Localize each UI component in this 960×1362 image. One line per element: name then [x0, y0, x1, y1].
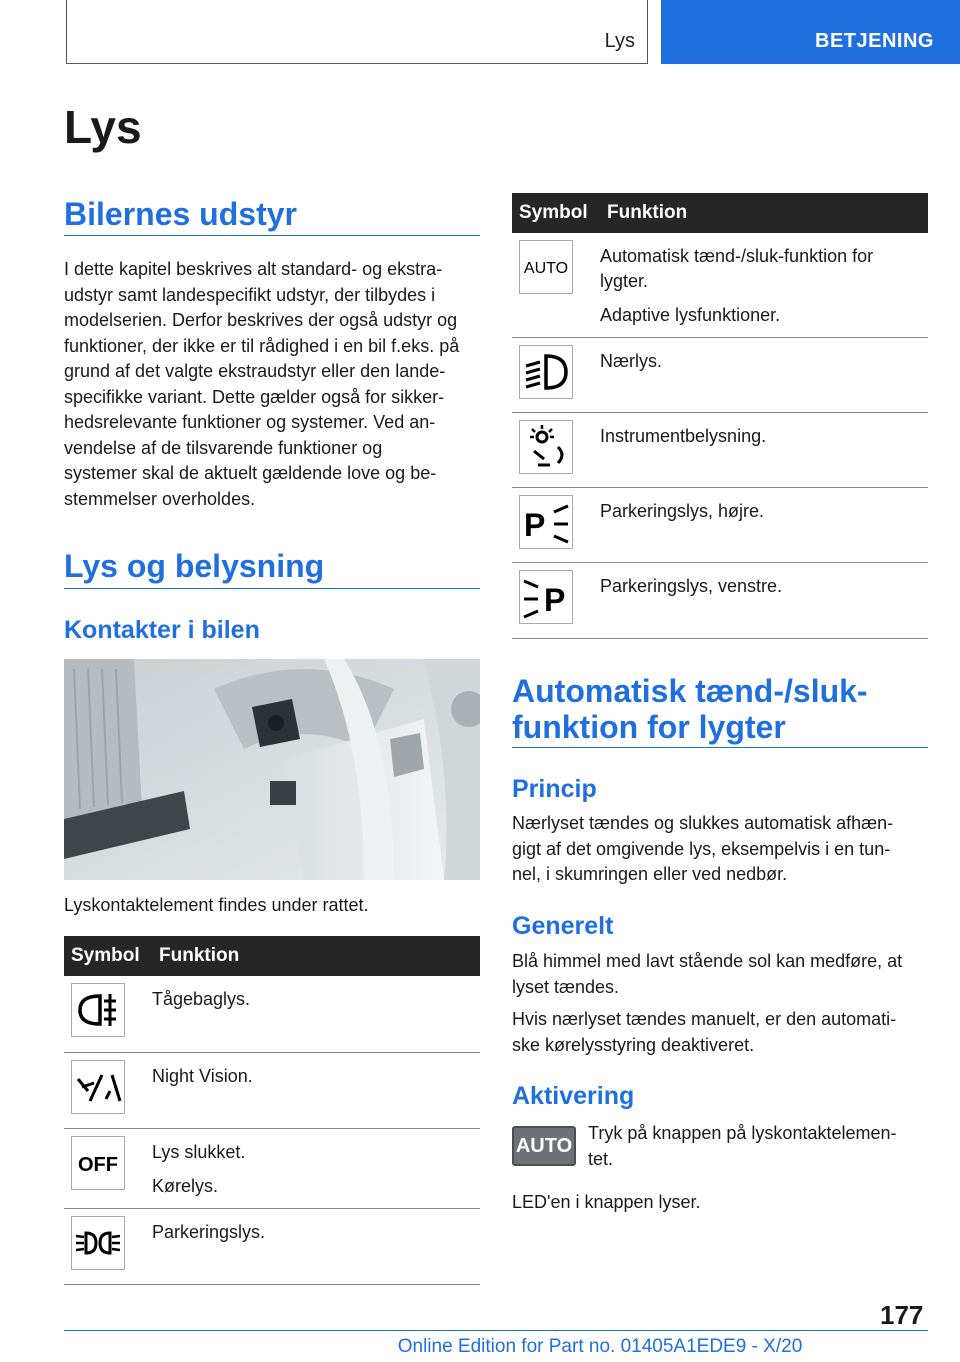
led-text: LED'en i knappen lyser. [512, 1192, 701, 1212]
heading-auto: Automatisk tænd-/sluk- funktion for lygter [512, 673, 868, 745]
parking-light-left-icon [519, 570, 573, 624]
table-row: P Parkeringslys, højre. [512, 488, 928, 563]
auto-button-icon: AUTO [512, 1126, 576, 1166]
footer-divider [64, 1330, 928, 1331]
aktivering-paragraph: Tryk på knappen på lyskontaktelemen- tet. [588, 1123, 897, 1169]
svg-text:AUTO: AUTO [523, 260, 569, 277]
table-row: Instrumentbelysning. [512, 413, 928, 488]
fog-light-icon [71, 983, 125, 1037]
off-icon [71, 1136, 125, 1190]
heading-kontakter: Kontakter i bilen [64, 616, 260, 644]
table-row: AUTO Automatisk tænd-/sluk-funktion for lygter. Adaptive lysfunktioner. [512, 233, 928, 338]
table-row: Tågebaglys. [64, 976, 480, 1052]
right-symbol-table [512, 193, 928, 639]
instrument-lighting-icon [519, 420, 573, 474]
left-symbol-table [64, 936, 480, 1285]
table-row: OFF Lys slukket. Kørelys. [64, 1128, 480, 1208]
page-title: Lys [64, 101, 142, 153]
table-row: P Parkeringslys, venstre. [512, 563, 928, 639]
divider [512, 747, 928, 748]
svg-text:OFF: OFF [78, 1153, 118, 1176]
steering-column-photo [64, 659, 480, 880]
col-symbol: Symbol [512, 193, 600, 233]
col-symbol: Symbol [64, 936, 152, 976]
footer-edition: Online Edition for Part no. 01405A1EDE9 - X/20 [397, 1336, 803, 1357]
heading-lys-belysning: Lys og belysning [64, 548, 325, 584]
divider [64, 588, 480, 589]
night-vision-icon [71, 1060, 125, 1114]
parking-lights-icon [71, 1216, 125, 1270]
heading-udstyr: Bilernes udstyr [64, 196, 297, 232]
heading-aktivering: Aktivering [512, 1082, 635, 1110]
table-row: Parkeringslys. [64, 1208, 480, 1284]
divider [64, 235, 480, 236]
table-row: Night Vision. [64, 1052, 480, 1128]
parking-light-right-icon [519, 495, 573, 549]
auto-icon [519, 240, 573, 294]
heading-princip: Princip [512, 775, 597, 803]
svg-text:P: P [544, 582, 566, 618]
header-section: Lys [604, 30, 635, 52]
generelt-paragraph-1: Blå himmel med lavt stående sol kan medføre, at lyset tændes. [512, 951, 903, 997]
table-row: Nærlys. [512, 338, 928, 413]
header-chapter-tab [661, 0, 960, 64]
header-chapter: BETJENING [815, 30, 934, 52]
page-number: 177 [880, 1300, 924, 1330]
col-funktion: Funktion [152, 936, 480, 976]
col-funktion: Funktion [600, 193, 928, 233]
udstyr-paragraph: I dette kapitel beskrives alt standard- og ekstra- udstyr samt landespecifikt udstyr, der tilbydes i modelserien. Derfor beskrives der også udstyr og funktioner, der ikke er til rådighed i en bil f.eks. på grund af det valgte ekstraudstyr eller den lande- specifikke variant. Dette gælder også for sikker- hedsrelevante funktioner og systemer. Ved an- vendelse af de tilsvarende funktioner og systemer skal de aktuelt gældende love og be- stemmelser overholdes. [64, 259, 460, 509]
princip-paragraph: Nærlyset tændes og slukkes automatisk afhæn- gigt af det omgivende lys, eksempelvis i en tun- nel, i skumringen eller ved nedbør. [512, 813, 894, 884]
low-beam-icon [519, 345, 573, 399]
photo-caption: Lyskontaktelement findes under rattet. [64, 895, 369, 915]
heading-generelt: Generelt [512, 912, 614, 940]
svg-text:P: P [524, 507, 546, 543]
generelt-paragraph-2: Hvis nærlyset tændes manuelt, er den automati- ske kørelysstyring deaktiveret. [512, 1009, 897, 1055]
